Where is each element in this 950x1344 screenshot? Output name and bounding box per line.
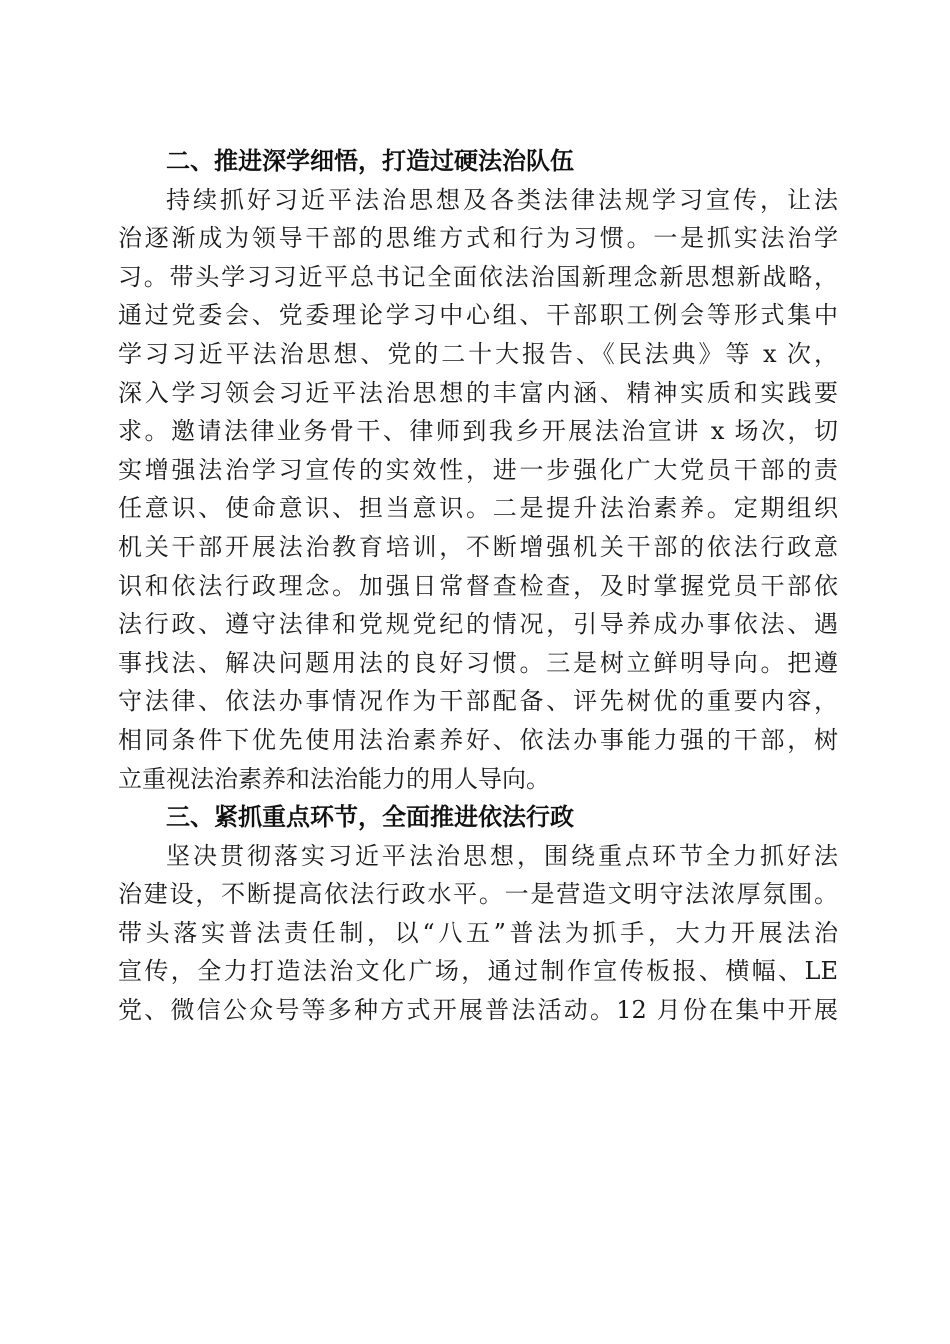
paragraph-line: 带头落实普法责任制，以“八五”普法为抓手，大力开展法治: [118, 918, 838, 947]
paragraph-line: 守法律、依法办事情况作为干部配备、评先树优的重要内容，: [118, 687, 838, 716]
paragraph-line: 坚决贯彻落实习近平法治思想，围绕重点环节全力抓好法: [166, 841, 838, 870]
paragraph-line: 事找法、解决问题用法的良好习惯。三是树立鲜明导向。把遵: [118, 648, 838, 677]
section-3-paragraph: [118, 837, 838, 1030]
paragraph-line: 相同条件下优先使用法治素养好、依法办事能力强的干部，树: [118, 725, 838, 754]
paragraph-line: 深入学习领会习近平法治思想的丰富内涵、精神实质和实践要: [118, 378, 838, 407]
paragraph-line: 习。带头学习习近平总书记全面依法治国新理念新思想新战略，: [118, 262, 838, 291]
section-3-heading: 三、紧抓重点环节，全面推进依法行政: [166, 803, 574, 832]
paragraph-line: 机关干部开展法治教育培训，不断增强机关干部的依法行政意: [118, 532, 838, 561]
paragraph-line: 治建设，不断提高依法行政水平。一是营造文明守法浓厚氛围。: [118, 880, 838, 909]
paragraph-line: 通过党委会、党委理论学习中心组、干部职工例会等形式集中: [118, 301, 838, 330]
paragraph-line: 治逐渐成为领导干部的思维方式和行为习惯。一是抓实法治学: [118, 224, 838, 253]
paragraph-line: 法行政、遵守法律和党规党纪的情况，引导养成办事依法、遇: [118, 610, 838, 639]
paragraph-line: 宣传，全力打造法治文化广场，通过制作宣传板报、横幅、LE: [118, 957, 838, 986]
paragraph-line: 任意识、使命意识、担当意识。二是提升法治素养。定期组织: [118, 494, 838, 523]
paragraph-line: 学习习近平法治思想、党的二十大报告、《民法典》等 x 次，: [118, 339, 838, 368]
paragraph-line: 实增强法治学习宣传的实效性，进一步强化广大党员干部的责: [118, 455, 838, 484]
paragraph-line: 识和依法行政理念。加强日常督查检查，及时掌握党员干部依: [118, 571, 838, 600]
section-2-paragraph: [118, 181, 838, 799]
paragraph-line: 求。邀请法律业务骨干、律师到我乡开展法治宣讲 x 场次，切: [118, 417, 838, 446]
paragraph-line: 持续抓好习近平法治思想及各类法律法规学习宣传，让法: [166, 185, 838, 214]
section-2-heading: 二、推进深学细悟，打造过硬法治队伍: [166, 147, 574, 175]
document-body: [118, 142, 838, 1030]
paragraph-line: 立重视法治素养和法治能力的用人导向。: [118, 764, 550, 793]
paragraph-line: 党、微信公众号等多种方式开展普法活动。12 月份在集中开展: [118, 996, 838, 1025]
